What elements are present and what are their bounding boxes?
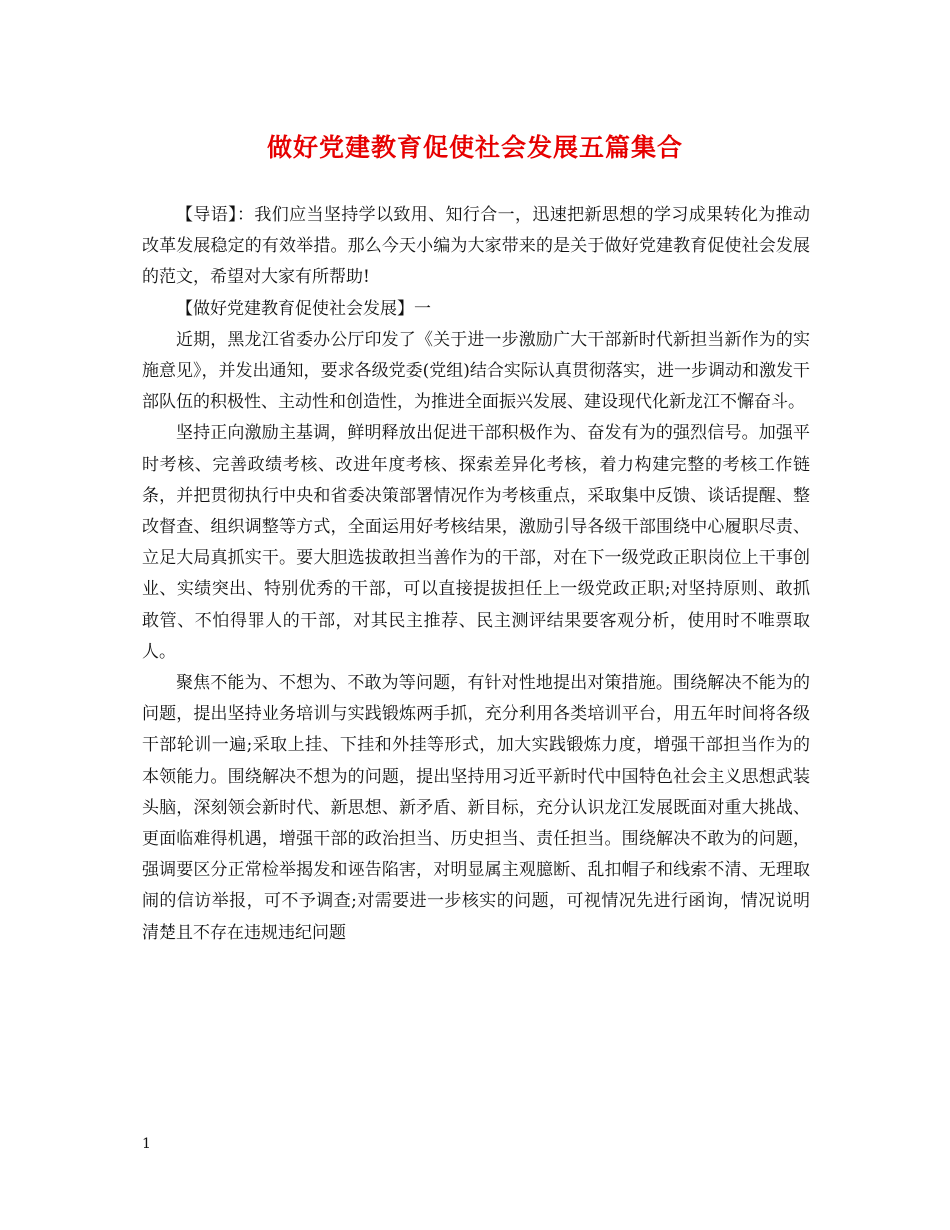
document-title: 做好党建教育促使社会发展五篇集合 <box>266 133 683 162</box>
page-number: 1 <box>142 1136 151 1152</box>
section-heading: 【做好党建教育促使社会发展】一 <box>176 298 431 319</box>
body-paragraph: 聚焦不能为、不想为、不敢为等问题，有针对性地提出对策措施。围绕解决不能为的问题，提出坚持业务培训与实践锻炼两手抓，充分利用各类培训平台，用五年时间将各级干部轮训一遍;采取上挂、下挂和外挂等形式，加大实践锻炼力度，增强干部担当作为的本领能力。围绕解决不想为的问题，提出坚持用习近平新时代中国特色社会主义思想武装头脑，深刻领会新时代、新思想、新矛盾、新目标，充分认识龙江发展既面对重大挑战、更面临难得机遇，增强干部的政治担当、历史担当、责任担当。围绕解决不敢为的问题，强调要区分正常检举揭发和诬告陷害，对明显属主观臆断、乱扣帽子和线索不清、无理取闹的信访举报，可不予调查;对需要进一步核实的问题，可视情况先进行函询，情况说明清楚且不存在违规违纪问题 <box>142 673 810 943</box>
document-body <box>142 200 810 949</box>
intro-paragraph: 【导语】：我们应当坚持学以致用、知行合一，迅速把新思想的学习成果转化为推动改革发展稳定的有效举措。那么今天小编为大家带来的是关于做好党建教育促使社会发展的范文，希望对大家有所帮助! <box>142 205 810 288</box>
body-paragraph: 坚持正向激励主基调，鲜明释放出促进干部积极作为、奋发有为的强烈信号。加强平时考核、完善政绩考核、改进年度考核、探索差异化考核，着力构建完整的考核工作链条，并把贯彻执行中央和省委决策部署情况作为考核重点，采取集中反馈、谈话提醒、整改督查、组织调整等方式，全面运用好考核结果，激励引导各级干部围绕中心履职尽责、立足大局真抓实干。要大胆选拔敢担当善作为的干部，对在下一级党政正职岗位上干事创业、实绩突出、特别优秀的干部，可以直接提拔担任上一级党政正职;对坚持原则、敢抓敢管、不怕得罪人的干部，对其民主推荐、民主测评结果要客观分析，使用时不唯票取人。 <box>142 423 810 662</box>
body-paragraph: 近期，黑龙江省委办公厅印发了《关于进一步激励广大干部新时代新担当新作为的实施意见》，并发出通知，要求各级党委(党组)结合实际认真贯彻落实，进一步调动和激发干部队伍的积极性、主动性和创造性，为推进全面振兴发展、建设现代化新龙江不懈奋斗。 <box>142 329 810 413</box>
